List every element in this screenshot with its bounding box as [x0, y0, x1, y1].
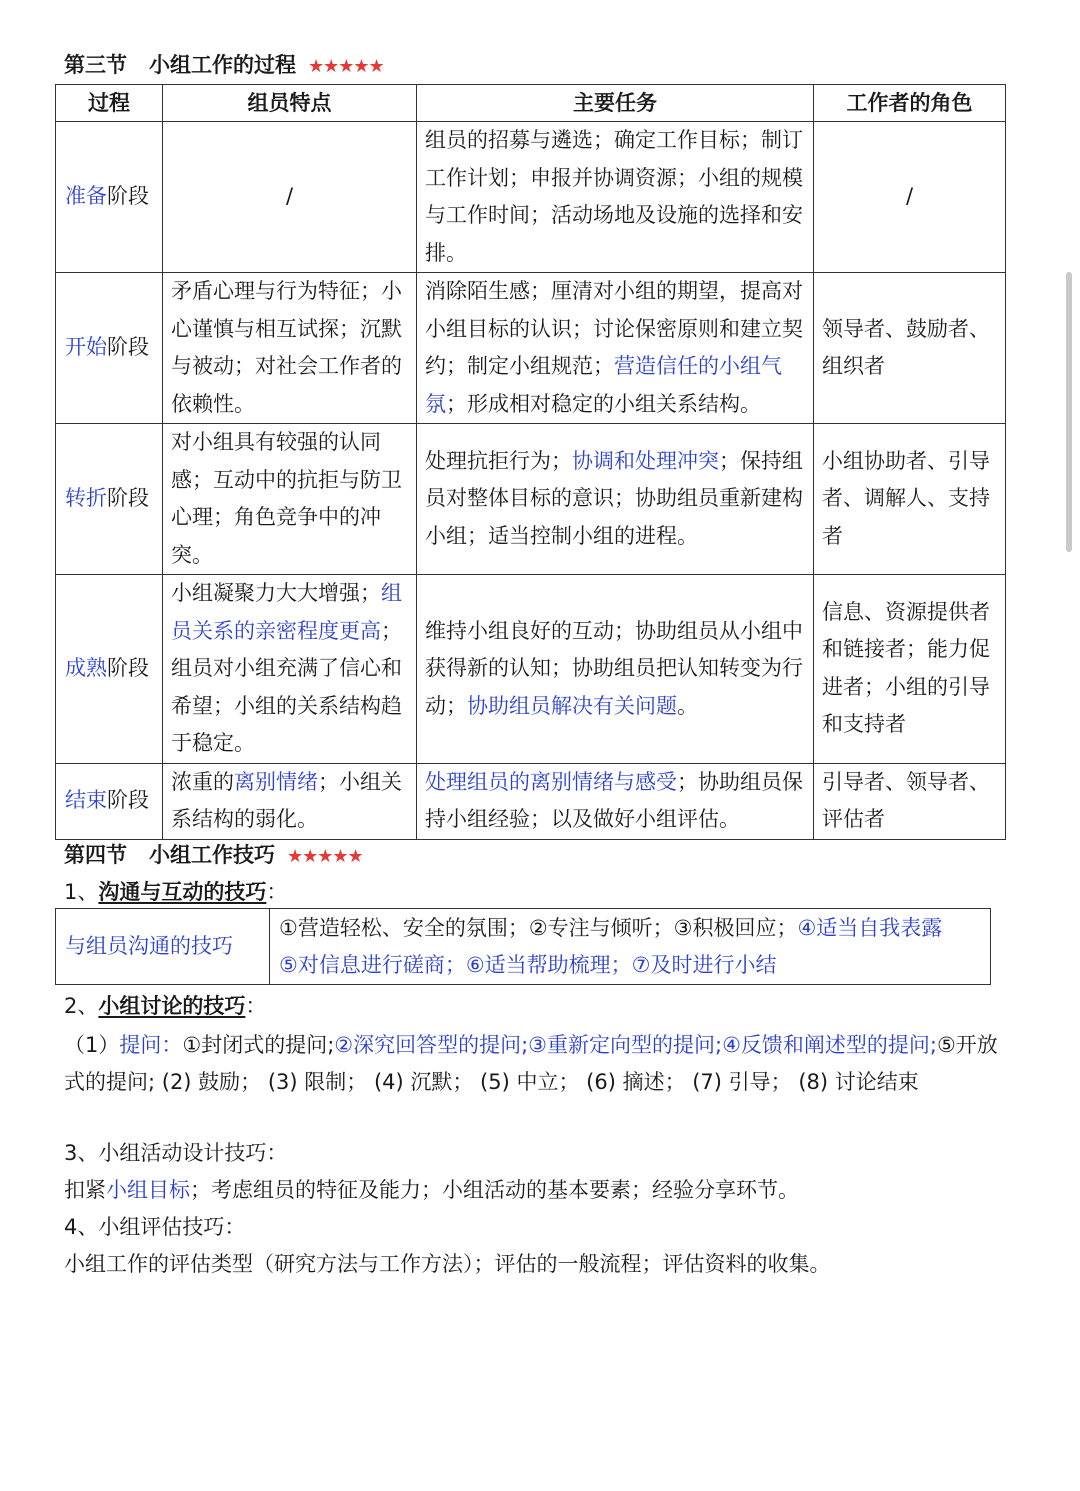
tasks-cell	[417, 273, 814, 424]
heading-title: 沟通与互动的技巧	[98, 880, 267, 904]
heading-colon: ：	[266, 880, 288, 904]
roles-cell: /	[814, 122, 1006, 273]
para-text: （1）	[64, 1033, 120, 1057]
table-header-row	[56, 85, 1006, 122]
para-highlight: ②深究回答型的提问;③重新定向型的提问;④反馈和阐述型的提问;	[334, 1033, 937, 1057]
heading-number: 2、	[64, 994, 99, 1018]
stage-name: 开始	[65, 335, 107, 360]
comm-label-cell	[56, 909, 270, 985]
tasks-highlight: 营造信任的小组气氛	[425, 354, 782, 416]
tasks-text: 处理抗拒行为；	[425, 448, 572, 473]
comm-label: 与组员沟通的技巧	[65, 934, 233, 958]
traits-cell	[163, 763, 417, 839]
table-row	[56, 575, 1006, 764]
roles-cell: 引导者、领导者、评估者	[814, 763, 1006, 839]
comm-line	[279, 947, 981, 984]
tasks-cell	[417, 763, 814, 839]
section-name: 小组工作的过程	[149, 53, 296, 77]
stage-cell	[56, 424, 163, 575]
traits-text: 浓重的	[171, 769, 234, 794]
stage-suffix: 阶段	[107, 335, 149, 360]
tasks-highlight: 协助组员解决有关问题	[467, 693, 677, 718]
heading-number: 1、	[64, 880, 99, 904]
tasks-text: 消除陌生感；厘清对小组的期望，提高对小组目标的认识；讨论保密原则和建立契约；制定小组规范；	[425, 279, 803, 378]
tasks-text: ；保持组员对整体目标的意识；协助组员重新建构小组；适当控制小组的进程。	[425, 448, 803, 548]
skill-heading	[64, 874, 287, 910]
traits-cell: 矛盾心理与行为特征；小心谨慎与相互试探；沉默与被动；对社会工作者的依赖性。	[163, 273, 417, 424]
table-row	[56, 122, 1006, 273]
stage-suffix: 阶段	[107, 184, 149, 209]
tasks-text: 维持小组良好的互动；协助组员从小组中获得新的认知；协助组员把认知转变为行动；	[425, 618, 803, 718]
para-highlight: 提问：	[119, 1033, 183, 1057]
table-row	[56, 424, 1006, 575]
section-label: 第三节	[64, 53, 127, 77]
comm-content-cell	[270, 909, 991, 985]
tasks-cell	[417, 575, 814, 764]
comm-highlight: ④适当自我表露	[797, 915, 943, 940]
traits-text: 小组凝聚力大大增强；	[171, 581, 381, 605]
stage-cell	[56, 122, 163, 273]
tasks-highlight: 处理组员的离别情绪与感受	[425, 769, 677, 794]
traits-cell: 对小组具有较强的认同感；互动中的抗拒与防卫心理；角色竞争中的冲突。	[163, 424, 417, 575]
roles-cell: 信息、资源提供者和链接者；能力促进者；小组的引导和支持者	[814, 575, 1006, 764]
tasks-text: ；形成相对稳定的小组关系结构。	[446, 391, 761, 416]
para-text: ；考虑组员的特征及能力；小组活动的基本要素；经验分享环节。	[190, 1178, 799, 1202]
header-process: 过程	[56, 85, 163, 122]
tasks-cell	[417, 424, 814, 575]
roles-cell: 小组协助者、引导者、调解人、支持者	[814, 424, 1006, 575]
traits-cell: /	[163, 122, 417, 273]
skill-heading: 4、小组评估技巧：	[64, 1215, 246, 1239]
traits-highlight: 离别情绪	[234, 769, 318, 794]
stage-cell	[56, 763, 163, 839]
stage-suffix: 阶段	[107, 656, 149, 680]
stage-name: 准备	[65, 184, 107, 209]
comm-highlight: ⑥适当帮助梳理；	[465, 952, 632, 977]
stage-cell	[56, 575, 163, 764]
importance-stars: ★★★★★	[308, 56, 384, 77]
comm-highlight: ⑦及时进行小结	[631, 952, 777, 977]
stage-suffix: 阶段	[107, 486, 149, 511]
stage-cell	[56, 273, 163, 424]
roles-cell: 领导者、鼓励者、组织者	[814, 273, 1006, 424]
para-text: ⑤开放式的提问;	[64, 1033, 998, 1094]
evaluation-paragraph: 小组工作的评估类型（研究方法与工作方法）；评估的一般流程；评估资料的收集。	[64, 1252, 831, 1276]
header-traits: 组员特点	[163, 85, 417, 122]
traits-text: ；组员对小组充满了信心和希望；小组的关系结构趋于稳定。	[171, 618, 402, 755]
stage-name: 成熟	[65, 656, 107, 680]
header-roles: 工作者的角色	[814, 85, 1006, 122]
heading-colon: ：	[245, 994, 267, 1018]
header-tasks: 主要任务	[417, 85, 814, 122]
heading-title: 小组讨论的技巧	[98, 994, 246, 1018]
para-highlight: 小组目标	[106, 1178, 190, 1202]
stage-name: 结束	[65, 788, 107, 813]
skill-heading: 3、小组活动设计技巧：	[64, 1141, 288, 1165]
stage-name: 转折	[65, 486, 107, 511]
table-row	[56, 763, 1006, 839]
tasks-cell: 组员的招募与遴选；确定工作目标；制订工作计划；申报并协调资源；小组的规模与工作时间；活动场地及设施的选择和安排。	[417, 122, 814, 273]
tasks-text: ；协助组员保持小组经验；以及做好小组评估。	[425, 769, 803, 831]
importance-stars: ★★★★★	[287, 846, 363, 867]
scrollbar[interactable]	[1066, 272, 1072, 552]
table-row	[56, 909, 991, 985]
para-text: 扣紧	[64, 1178, 106, 1202]
skill-heading	[64, 988, 266, 1024]
para-text: (2) 鼓励； (3) 限制； (4) 沉默； (5) 中立； (6) 摘述； (7) 引导； (8) 讨论结束	[155, 1069, 919, 1094]
tasks-highlight: 协调和处理冲突	[572, 448, 719, 473]
section-title	[64, 840, 363, 872]
communication-table	[55, 908, 991, 985]
para-text: ①封闭式的提问;	[182, 1033, 335, 1057]
traits-cell	[163, 575, 417, 764]
discussion-paragraph	[64, 1027, 1014, 1100]
comm-highlight: ⑤对信息进行磋商；	[279, 952, 466, 977]
section-title	[64, 50, 384, 82]
tasks-text: 。	[677, 693, 698, 718]
traits-text: ；小组关系结构的弱化。	[171, 769, 402, 831]
comm-text: ①营造轻松、安全的氛围；②专注与倾听；③积极回应；	[279, 915, 798, 940]
traits-highlight: 组员关系的亲密程度更高	[171, 581, 402, 643]
comm-line	[279, 910, 981, 947]
activity-paragraph	[64, 1172, 799, 1208]
stage-suffix: 阶段	[107, 788, 149, 813]
section-name: 小组工作技巧	[149, 843, 275, 867]
process-table	[55, 84, 1006, 840]
section-label: 第四节	[64, 843, 127, 867]
table-row	[56, 273, 1006, 424]
